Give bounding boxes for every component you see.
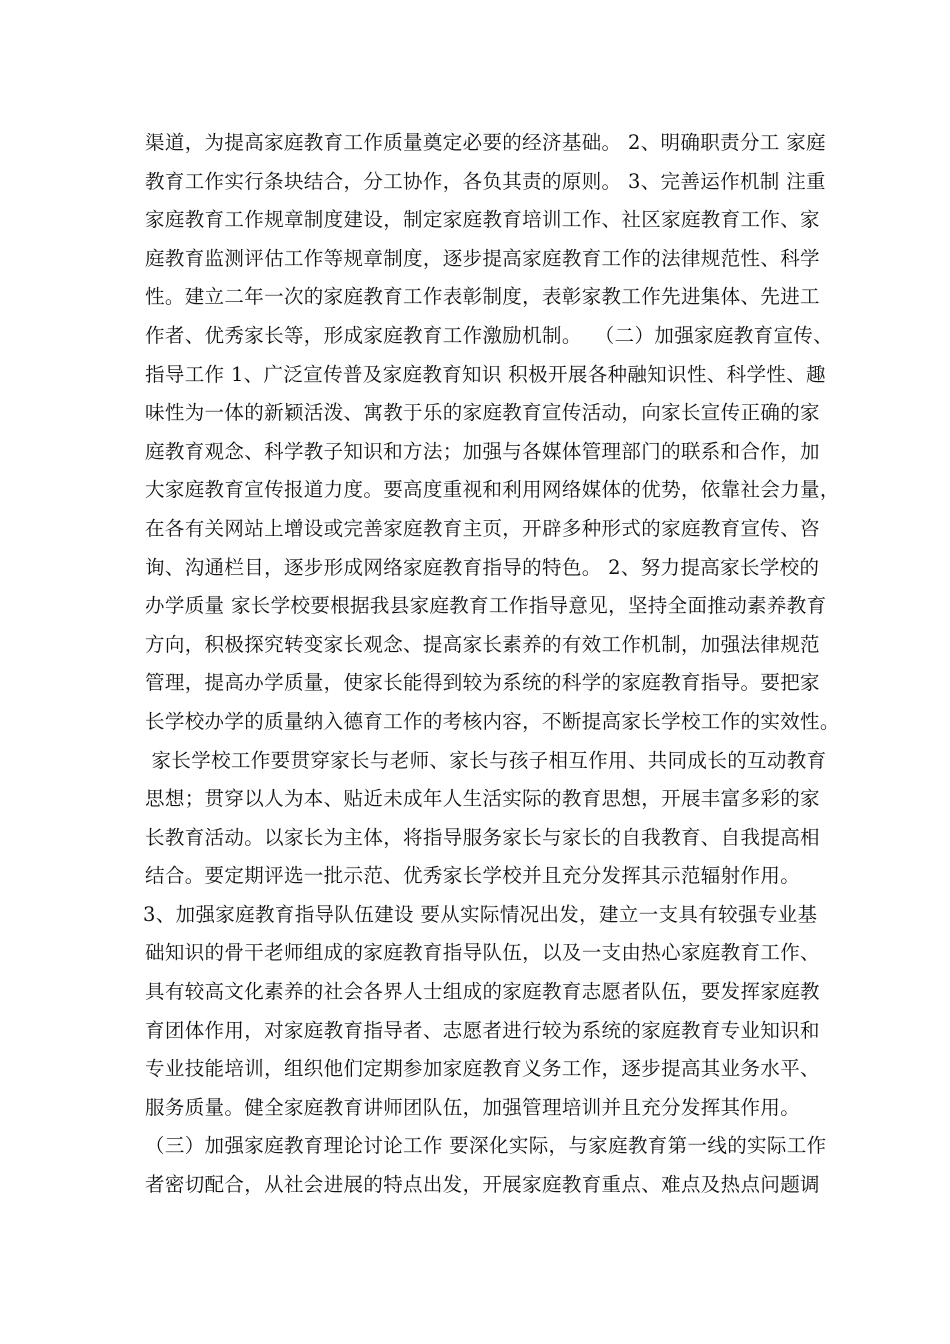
text-line-24: 育团体作用，对家庭教育指导者、志愿者进行较为系统的家庭教育专业知识和	[145, 1018, 820, 1042]
text-line-23: 具有较高文化素养的社会各界人士组成的家庭教育志愿者队伍，要发挥家庭教	[145, 980, 820, 1004]
text-line-14: 方向，积极探究转变家长观念、提高家长素养的有效工作机制，加强法律规范	[145, 632, 820, 656]
text-line-3: 家庭教育工作规章制度建设，制定家庭教育培训工作、社区家庭教育工作、家	[145, 208, 820, 232]
text-line-25: 专业技能培训，组织他们定期参加家庭教育义务工作，逐步提高其业务水平、	[145, 1057, 820, 1081]
text-line-5: 性。建立二年一次的家庭教育工作表彰制度，表彰家教工作先进集体、先进工	[145, 285, 820, 309]
text-line-17: 家长学校工作要贯穿家长与老师、家长与孩子相互作用、共同成长的互动教育	[145, 748, 827, 772]
text-line-13: 办学质量 家长学校要根据我县家庭教育工作指导意见，坚持全面推动素养教育	[145, 594, 827, 618]
text-line-21: 3、加强家庭教育指导队伍建设 要从实际情况出发，建立一支具有较强专业基	[143, 902, 818, 926]
text-line-19: 长教育活动。以家长为主体，将指导服务家长与家长的自我教育、自我提高相	[145, 825, 820, 849]
text-line-8: 味性为一体的新颖活泼、寓教于乐的家庭教育宣传活动，向家长宣传正确的家	[145, 401, 820, 425]
text-line-16: 长学校办学的质量纳入德育工作的考核内容，不断提高家长学校工作的实效性。	[145, 709, 840, 733]
text-line-15: 管理，提高办学质量，使家长能得到较为系统的科学的家庭教育指导。要把家	[145, 671, 820, 695]
text-line-7: 指导工作 1、广泛宣传普及家庭教育知识 积极开展各种融知识性、科学性、趣	[145, 362, 826, 386]
text-line-26: 服务质量。健全家庭教育讲师团队伍，加强管理培训并且充分发挥其作用。	[145, 1095, 801, 1119]
text-line-12: 询、沟通栏目，逐步形成网络家庭教育指导的特色。 2、努力提高家长学校的	[145, 555, 820, 579]
text-line-18: 思想；贯穿以人为本、贴近未成年人生活实际的教育思想，开展丰富多彩的家	[145, 787, 820, 811]
text-line-11: 在各有关网站上增设或完善家庭教育主页，开辟多种形式的家庭教育宣传、咨	[145, 516, 820, 540]
text-line-2: 教育工作实行条块结合，分工协作，各负其责的原则。 3、完善运作机制 注重	[145, 169, 826, 193]
text-line-10: 大家庭教育宣传报道力度。要高度重视和利用网络媒体的优势，依靠社会力量，	[145, 478, 840, 502]
text-line-28: 者密切配合，从社会进展的特点出发，开展家庭教育重点、难点及热点问题调	[145, 1173, 820, 1197]
text-line-4: 庭教育监测评估工作等规章制度，逐步提高家庭教育工作的法律规范性、科学	[145, 246, 820, 270]
text-line-22: 础知识的骨干老师组成的家庭教育指导队伍，以及一支由热心家庭教育工作、	[145, 941, 820, 965]
body-text	[143, 124, 840, 1205]
text-line-9: 庭教育观念、科学教子知识和方法；加强与各媒体管理部门的联系和合作，加	[145, 439, 820, 463]
text-line-1: 渠道，为提高家庭教育工作质量奠定必要的经济基础。 2、明确职责分工 家庭	[145, 131, 826, 154]
text-line-6: 作者、优秀家长等，形成家庭教育工作激励机制。 （二）加强家庭教育宣传、	[145, 323, 833, 347]
text-line-20: 结合。要定期评选一批示范、优秀家长学校并且充分发挥其示范辐射作用。	[145, 864, 801, 888]
text-line-27: （三）加强家庭教育理论讨论工作 要深化实际，与家庭教育第一线的实际工作	[145, 1134, 827, 1158]
